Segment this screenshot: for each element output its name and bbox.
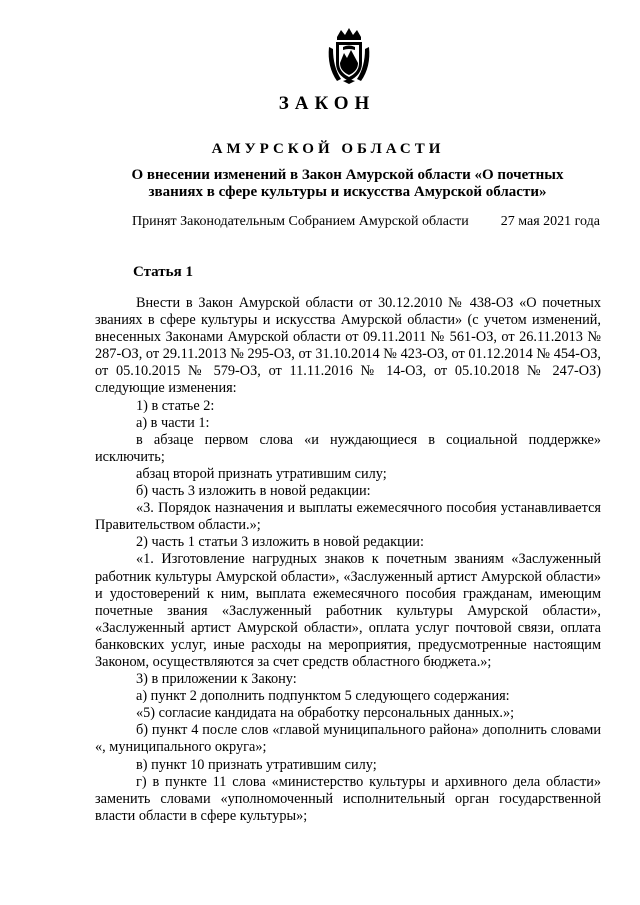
law-subject-line-1: О внесении изменений в Закон Амурской области «О почетных	[131, 167, 564, 183]
paragraph: в) пункт 10 признать утратившим силу;	[136, 756, 377, 773]
paragraph: «1. Изготовление нагрудных знаков к почетным званиям «Заслуженный работник культуры Амурской области», «Заслуженный артист Амурской области» и удостоверений к ним, выплата ежемесячного пособия гражданам, имеющим почетные звания «Заслуженный работник культуры Амурской области», «Заслуженный артист Амурской области», оплата услуг почтовой связи, оплата банковских услуг, иные расходы на мероприятия, предусмотренные настоящим Законом, осуществляются за счет средств областного бюджета.»;	[95, 551, 601, 670]
paragraph: б) пункт 4 после слов «главой муниципального района» дополнить словами «, муниципального округа»;	[95, 722, 601, 756]
adoption-date: 27 мая 2021 года	[500, 214, 600, 229]
paragraph: в абзаце первом слова «и нуждающиеся в социальной поддержке» исключить;	[95, 431, 601, 465]
region-heading: АМУРСКОЙ ОБЛАСТИ	[211, 141, 445, 157]
law-subject	[120, 167, 575, 201]
paragraph: 3) в приложении к Закону:	[136, 671, 297, 688]
paragraph: 2) часть 1 статьи 3 изложить в новой редакции:	[136, 534, 424, 551]
document-title: ЗАКОН	[278, 93, 376, 114]
article-body	[95, 295, 601, 825]
adopted-by: Принят Законодательным Собранием Амурской области	[132, 214, 469, 229]
article-title: Статья 1	[133, 264, 193, 280]
paragraph: б) часть 3 изложить в новой редакции:	[136, 483, 371, 500]
law-subject-line-2: званиях в сфере культуры и искусства Амурской области»	[148, 184, 547, 200]
paragraph: а) пункт 2 дополнить подпунктом 5 следующего содержания:	[136, 688, 510, 705]
paragraph: «5) согласие кандидата на обработку персональных данных.»;	[136, 705, 515, 722]
coat-of-arms-icon	[327, 27, 371, 85]
paragraph: 1) в статье 2:	[136, 397, 215, 414]
paragraph: абзац второй признать утратившим силу;	[136, 465, 387, 482]
paragraph: а) в части 1:	[136, 414, 210, 431]
paragraph: Внести в Закон Амурской области от 30.12.2010 № 438-ОЗ «О почетных званиях в сфере культуры и искусства Амурской области» (с учетом изменений, внесенных Законами Амурской области от 09.11.2011 № 561-ОЗ, от 26.11.2013 № 287-ОЗ, от 29.11.2013 № 295-ОЗ, от 31.10.2014 № 423-ОЗ, от 01.12.2014 № 454-ОЗ, от 05.10.2015 № 579-ОЗ, от 11.11.2016 № 14-ОЗ, от 05.10.2018 № 247-ОЗ) следующие изменения:	[95, 295, 601, 397]
paragraph: «3. Порядок назначения и выплаты ежемесячного пособия устанавливается Правительством области.»;	[95, 500, 601, 534]
paragraph: г) в пункте 11 слова «министерство культуры и архивного дела области» заменить словами «уполномоченный исполнительный орган государственной власти области в сфере культуры»;	[95, 773, 601, 824]
